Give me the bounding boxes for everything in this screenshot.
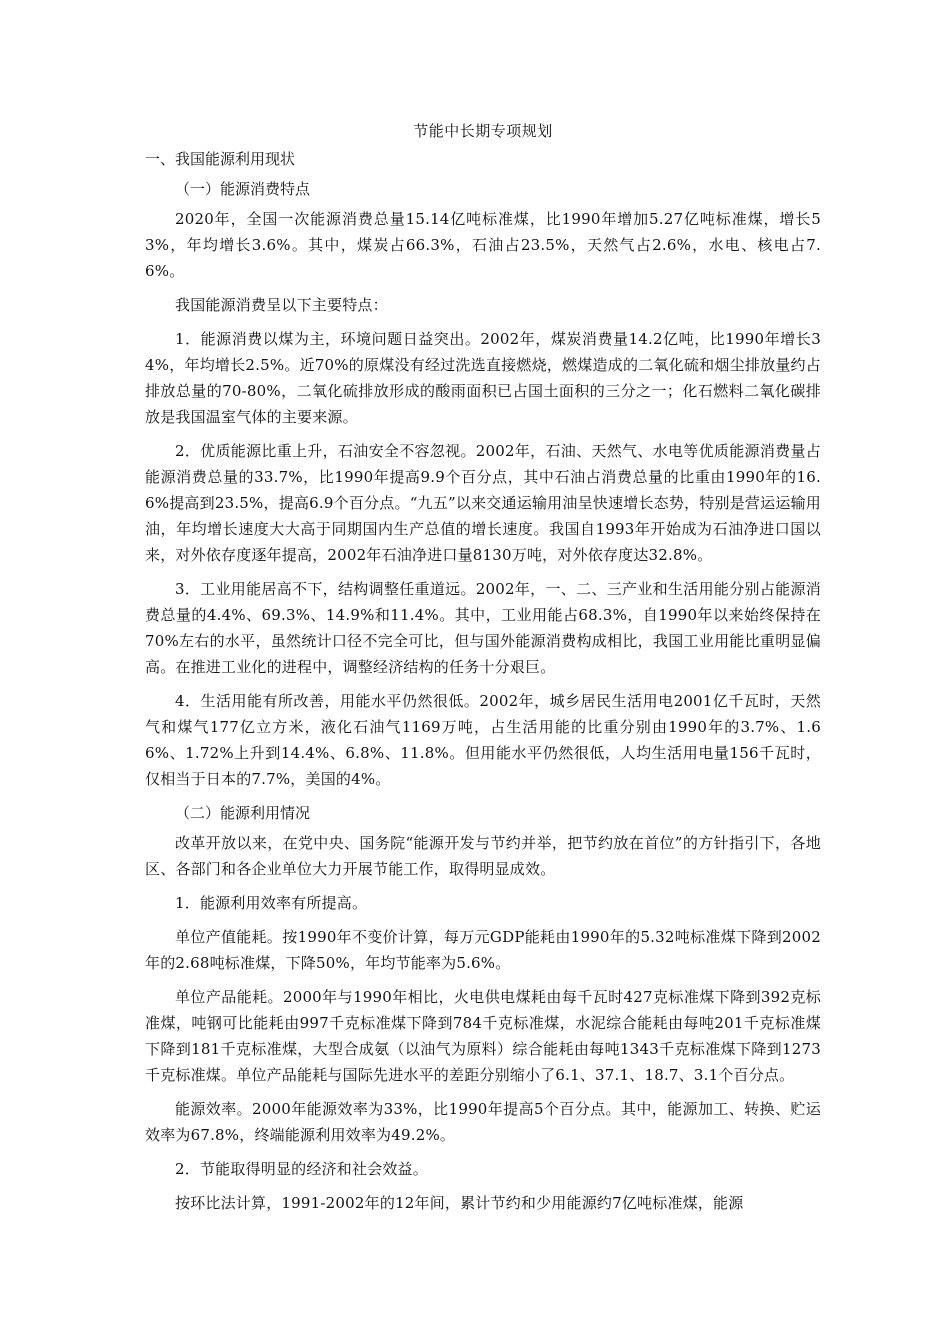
paragraph-energy-efficiency: 能源效率。2000年能源效率为33%，比1990年提高5个百分点。其中，能源加工、转换、贮运效率为67.8%，终端能源利用效率为49.2%。 xyxy=(145,1100,821,1144)
paragraph-consumption-total: 2020年，全国一次能源消费总量15.14亿吨标准煤，比1990年增加5.27亿吨标准煤，增长53%，年均增长3.6%。其中，煤炭占66.3%，石油占23.5%，天然气占2.6%，水电、核电占7.6%。 xyxy=(145,210,821,280)
paragraph-efficiency-heading: 1．能源利用效率有所提高。 xyxy=(175,894,368,912)
document-body xyxy=(145,118,821,1224)
paragraph-savings: 按环比法计算，1991-2002年的12年间，累计节约和少用能源约7亿吨标准煤，能源 xyxy=(175,1194,744,1212)
subsection-heading-1: （一）能源消费特点 xyxy=(175,180,311,198)
paragraph-features-intro: 我国能源消费呈以下主要特点： xyxy=(175,296,388,314)
section-heading-1: 一、我国能源利用现状 xyxy=(145,150,296,168)
paragraph-quality-energy: 2．优质能源比重上升，石油安全不容忽视。2002年，石油、天然气、水电等优质能源消费量占能源消费总量的33.7%，比1990年提高9.9个百分点，其中石油占消费总量的比重由1990年的16.6%提高到23.5%，提高6.9个百分点。“九五”以来交通运输用油呈快速增长态势，特别是营运运输用油，年均增长速度大大高于同期国内生产总值的增长速度。我国自1993年开始成为石油净进口国以来，对外依存度逐年提高，2002年石油净进口量8130万吨，对外依存度达32.8%。 xyxy=(145,442,821,564)
subsection-heading-2: （二）能源利用情况 xyxy=(175,804,311,822)
paragraph-industrial-energy: 3．工业用能居高不下，结构调整任重道远。2002年，一、二、三产业和生活用能分别占能源消费总量的4.4%、69.3%、14.9%和11.4%。其中，工业用能占68.3%，自1990年以来始终保持在70%左右的水平，虽然统计口径不完全可比，但与国外能源消费构成相比，我国工业用能比重明显偏高。在推进工业化的进程中，调整经济结构的任务十分艰巨。 xyxy=(145,580,821,676)
document-title: 节能中长期专项规划 xyxy=(413,122,553,140)
paragraph-household-energy: 4．生活用能有所改善，用能水平仍然很低。2002年，城乡居民生活用电2001亿千瓦时，天然气和煤气177亿立方米，液化石油气1169万吨，占生活用能的比重分别由1990年的3.7%、1.66%、1.72%上升到14.4%、6.8%、11.8%。但用能水平仍然很低，人均生活用电量156千瓦时，仅相当于日本的7.7%，美国的4%。 xyxy=(145,692,821,788)
paragraph-coal-dominant: 1．能源消费以煤为主，环境问题日益突出。2002年，煤炭消费量14.2亿吨，比1990年增长34%，年均增长2.5%。近70%的原煤没有经过洗选直接燃烧，燃煤造成的二氧化硫和烟尘排放量约占排放总量的70-80%，二氧化硫排放形成的酸雨面积已占国土面积的三分之一；化石燃料二氧化碳排放是我国温室气体的主要来源。 xyxy=(145,330,821,426)
paragraph-reform-intro: 改革开放以来，在党中央、国务院“能源开发与节约并举，把节约放在首位”的方针指引下，各地区、各部门和各企业单位大力开展节能工作，取得明显成效。 xyxy=(145,834,821,878)
paragraph-unit-product: 单位产品能耗。2000年与1990年相比，火电供电煤耗由每千瓦时427克标准煤下降到392克标准煤，吨钢可比能耗由997千克标准煤下降到784千克标准煤，水泥综合能耗由每吨201千克标准煤下降到181千克标准煤，大型合成氨（以油气为原料）综合能耗由每吨1343千克标准煤下降到1273千克标准煤。单位产品能耗与国际先进水平的差距分别缩小了6.1、37.1、18.7、3.1个百分点。 xyxy=(145,988,821,1084)
paragraph-unit-output: 单位产值能耗。按1990年不变价计算，每万元GDP能耗由1990年的5.32吨标准煤下降到2002年的2.68吨标准煤，下降50%，年均节能率为5.6%。 xyxy=(145,928,821,972)
paragraph-benefits-heading: 2．节能取得明显的经济和社会效益。 xyxy=(175,1160,428,1178)
